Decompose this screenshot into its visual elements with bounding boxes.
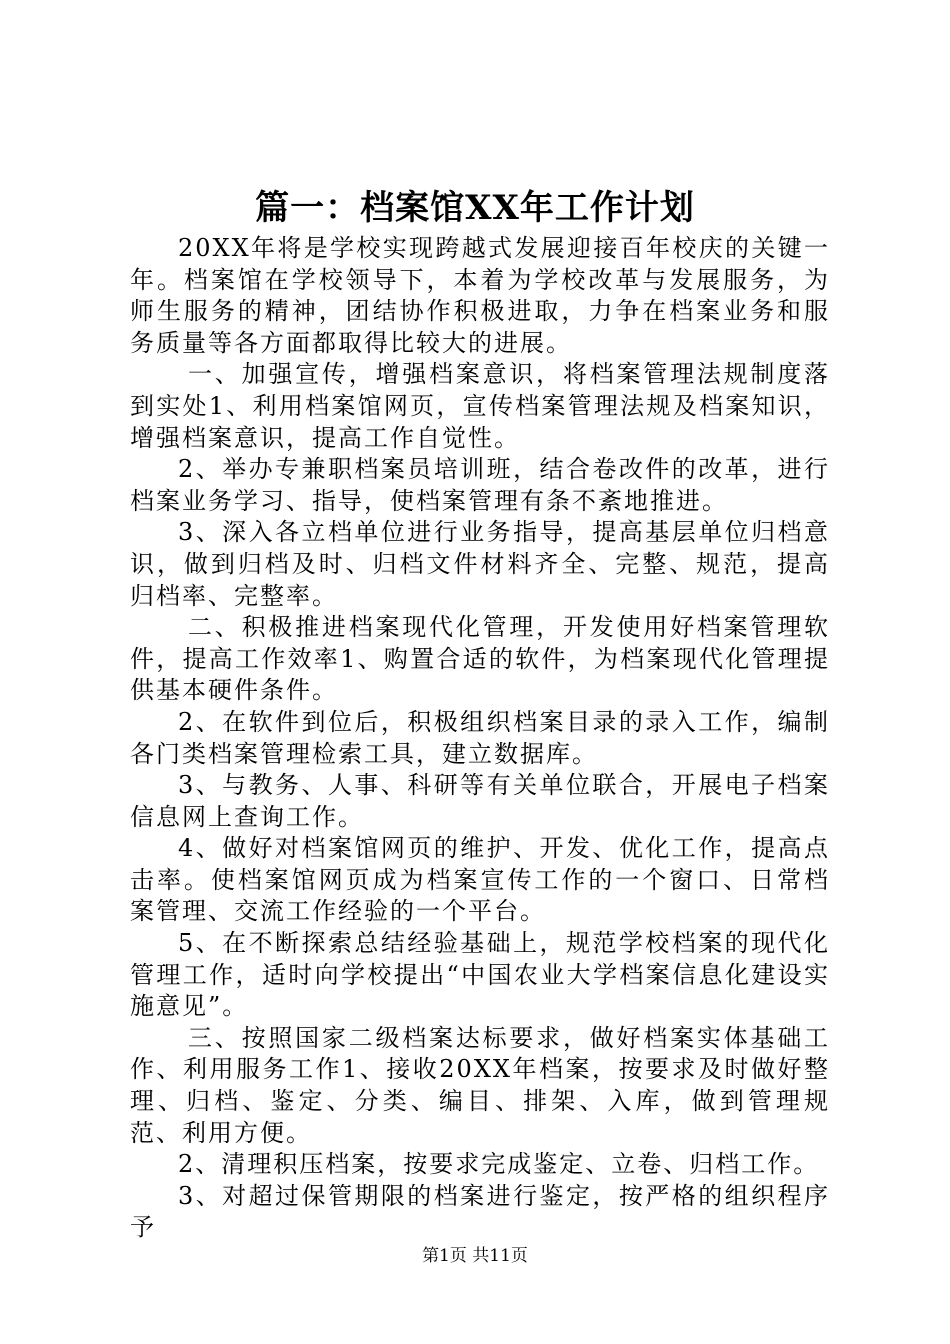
paragraph-section-one: 一、加强宣传，增强档案意识，将档案管理法规制度落到实处1、利用档案馆网页，宣传档案管理法规及档案知识，增强档案意识，提高工作自觉性。 (130, 360, 830, 452)
paragraph-section-three: 三、按照国家二级档案达标要求，做好档案实体基础工作、利用服务工作1、接收20XX年档案，按要求及时做好整理、归档、鉴定、分类、编目、排架、入库，做到管理规范、利用方便。 (130, 1023, 830, 1147)
paragraph-item: 3、对超过保管期限的档案进行鉴定，按严格的组织程序予 (130, 1181, 830, 1242)
document-title: 篇一：档案馆XX年工作计划 (255, 188, 695, 228)
paragraph-intro: 20XX年将是学校实现跨越式发展迎接百年校庆的关键一年。档案馆在学校领导下，本着为学校改革与发展服务，为师生服务的精神，团结协作积极进取，力争在档案业务和服务质量等各方面都取得比较大的进展。 (130, 234, 830, 357)
paragraph-item: 5、在不断探索总结经验基础上，规范学校档案的现代化管理工作，适时向学校提出“中国农业大学档案信息化建设实施意见”。 (130, 929, 830, 1021)
document-body (130, 233, 830, 1244)
page-footer: 第1页 共11页 (422, 1246, 528, 1266)
paragraph-item: 2、在软件到位后，积极组织档案目录的录入工作，编制各门类档案管理检索工具，建立数据库。 (130, 707, 830, 768)
paragraph-item: 4、做好对档案馆网页的维护、开发、优化工作，提高点击率。使档案馆网页成为档案宣传工作的一个窗口、日常档案管理、交流工作经验的一个平台。 (130, 834, 830, 926)
paragraph-item: 3、与教务、人事、科研等有关单位联合，开展电子档案信息网上查询工作。 (130, 771, 830, 831)
paragraph-section-two: 二、积极推进档案现代化管理，开发使用好档案管理软件，提高工作效率1、购置合适的软件，为档案现代化管理提供基本硬件条件。 (130, 613, 830, 705)
paragraph-item: 2、清理积压档案，按要求完成鉴定、立卷、归档工作。 (178, 1150, 820, 1179)
paragraph-item: 3、深入各立档单位进行业务指导，提高基层单位归档意识，做到归档及时、归档文件材料齐全、完整、规范，提高归档率、完整率。 (130, 518, 830, 610)
paragraph-item: 2、举办专兼职档案员培训班，结合卷改件的改革，进行档案业务学习、指导，使档案管理有条不紊地推进。 (130, 455, 830, 515)
